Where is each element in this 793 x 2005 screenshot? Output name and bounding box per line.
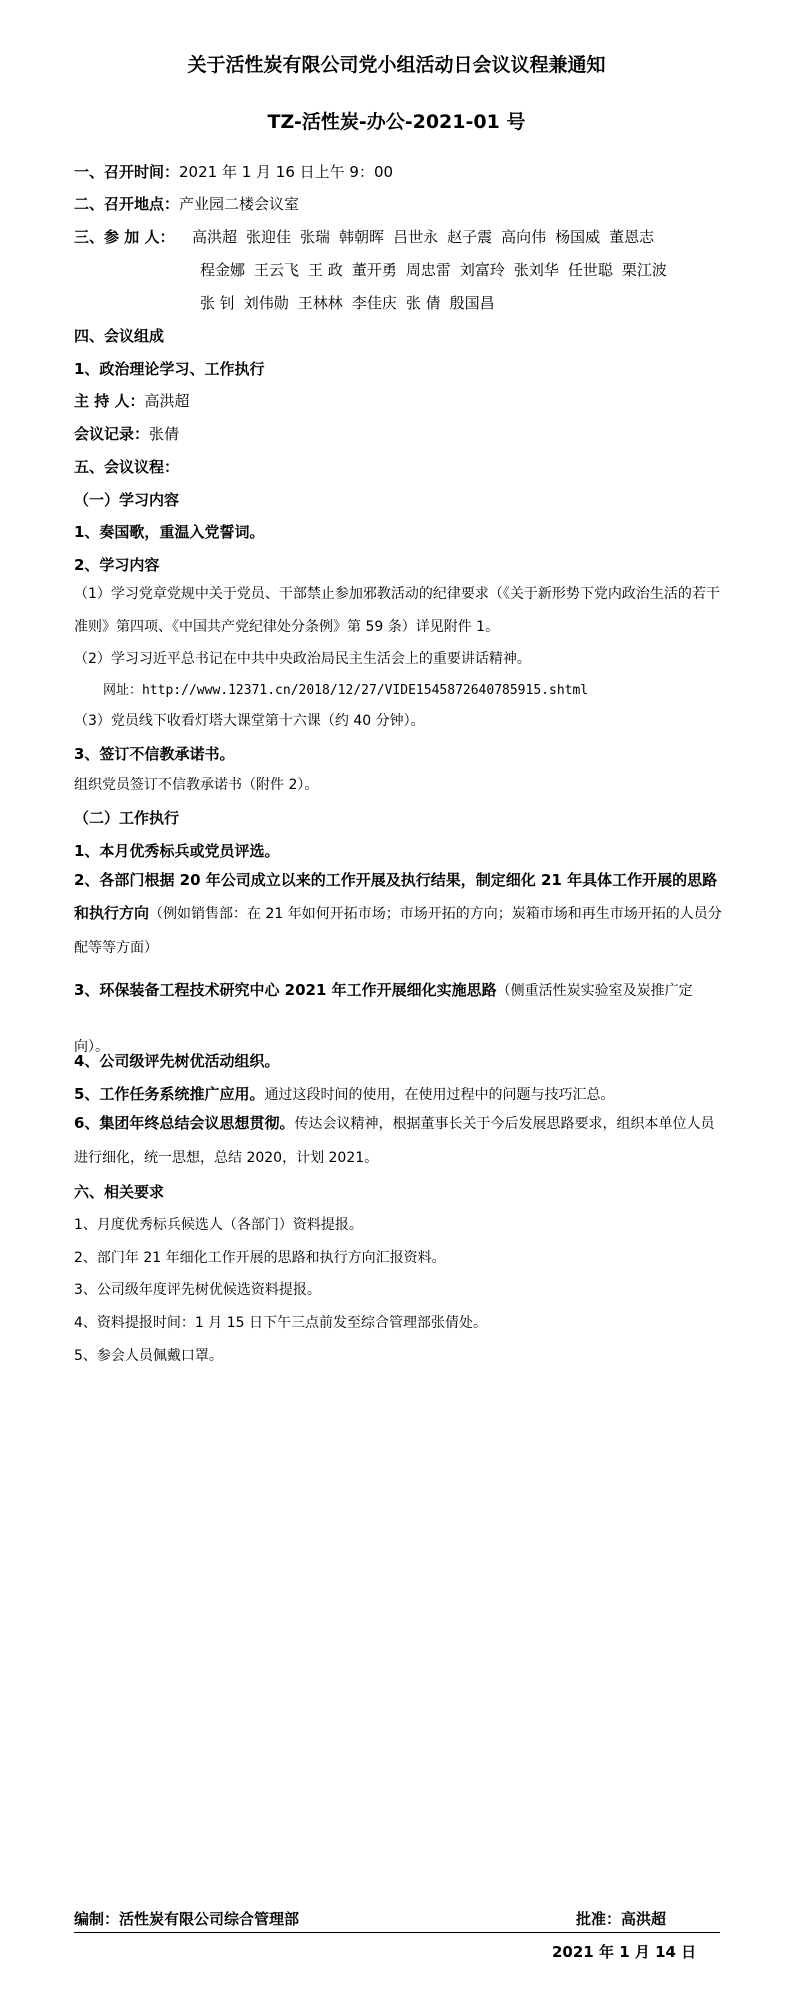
attendee-name: 周忠雷 (405, 261, 451, 279)
work-item-5-bold: 5、工作任务系统推广应用。 (74, 1085, 265, 1103)
requirement-4: 4、资料提报时间：1 月 15 日下午三点前发至综合管理部张倩处。 (74, 1315, 487, 1331)
attendees-line-2 (200, 260, 722, 280)
attendee-name: 李佳庆 (351, 294, 397, 312)
section-5-heading: 五、会议议程： (74, 458, 180, 476)
recorder-value: 张倩 (149, 425, 180, 443)
work-item-2 (74, 864, 722, 965)
study-item-1: 1、奏国歌，重温入党誓词。 (74, 523, 265, 541)
attendee-name: 张 钊 (200, 294, 235, 312)
work-item-4: 4、公司级评先树优活动组织。 (74, 1052, 280, 1070)
attendee-name: 韩朝晖 (339, 228, 385, 246)
study-paragraph-1: （1）学习党章党规中关于党员、干部禁止参加邪教活动的纪律要求（《关于新形势下党内政治生活的若干准则》第四项、《中国共产党纪律处分条例》第 59 条）详见附件 1。 (74, 586, 720, 635)
attendee-name: 栗江波 (621, 261, 667, 279)
attendee-name: 任世聪 (567, 261, 613, 279)
attendee-name: 王云飞 (254, 261, 300, 279)
work-item-3-bold: 3、环保装备工程技术研究中心 2021 年工作开展细化实施思路 (74, 981, 497, 999)
study-url: 网址：http://www.12371.cn/2018/12/27/VIDE1545872640785915.shtml (103, 683, 589, 698)
attendee-name: 刘富玲 (459, 261, 505, 279)
work-item-2-bold: 2、各部门根据 20 年公司成立以来的工作开展及执行结果，制定细化 21 年具体工作开展的思路和执行方向 (74, 871, 718, 922)
study-subheading: （一）学习内容 (74, 491, 180, 509)
work-item-6-text: 传达会议精神，根据董事长关于今后发展思路要求，组织本单位人员进行细化，统一思想，总结 2020，计划 2021。 (74, 1116, 715, 1166)
section-6-heading: 六、相关要求 (74, 1183, 165, 1201)
work-item-2-text: （例如销售部：在 21 年如何开拓市场；市场开拓的方向；炭箱市场和再生市场开拓的人员分配等等方面） (74, 906, 722, 956)
work-item-1: 1、本月优秀标兵或党员评选。 (74, 842, 280, 860)
attendee-name: 程金娜 (200, 261, 246, 279)
attendee-name: 张迎佳 (246, 228, 292, 246)
attendee-name: 王 政 (308, 261, 343, 279)
footer-divider (74, 1932, 720, 1933)
footer-editor: 编制：活性炭有限公司综合管理部 (74, 1910, 300, 1928)
attendee-name: 赵子震 (447, 228, 493, 246)
work-item-6 (74, 1107, 722, 1175)
study-paragraph-2: （2）学习习近平总书记在中共中央政治局民主生活会上的重要讲话精神。 (74, 651, 531, 667)
host-value: 高洪超 (144, 392, 190, 410)
work-item-3-text: （侧重活性炭实验室及炭推广定向）。 (74, 983, 693, 1055)
meeting-place-row (74, 194, 724, 214)
attendee-name: 殷国昌 (449, 294, 495, 312)
attendees-label: 三、参 加 人： (74, 228, 175, 246)
document-title: 关于活性炭有限公司党小组活动日会议议程兼通知 (187, 54, 606, 76)
attendees-line-1 (192, 227, 722, 247)
meeting-place-value: 产业园二楼会议室 (179, 195, 300, 213)
study-item-3: 3、签订不信教承诺书。 (74, 745, 235, 763)
host-row (74, 391, 724, 411)
footer-approver: 批准：高洪超 (576, 1910, 667, 1928)
attendee-name: 高向伟 (501, 228, 547, 246)
meeting-time-row (74, 162, 724, 182)
attendee-name: 高洪超 (192, 228, 238, 246)
attendee-name: 张刘华 (513, 261, 559, 279)
work-item-6-bold: 6、集团年终总结会议思想贯彻。 (74, 1114, 295, 1132)
work-item-5 (74, 1084, 724, 1105)
meeting-place-label: 二、召开地点： (74, 195, 180, 213)
work-subheading: （二）工作执行 (74, 809, 180, 827)
attendee-name: 张 倩 (405, 294, 441, 312)
requirement-3: 3、公司级年度评先树优候选资料提报。 (74, 1282, 321, 1298)
attendee-name: 吕世永 (393, 228, 439, 246)
attendee-name: 张瑞 (300, 228, 331, 246)
attendee-name: 董开勇 (351, 261, 397, 279)
requirement-2: 2、部门年 21 年细化工作开展的思路和执行方向汇报资料。 (74, 1250, 446, 1266)
meeting-time-label: 一、召开时间： (74, 163, 180, 181)
recorder-row (74, 424, 724, 444)
footer-date: 2021 年 1 月 14 日 (552, 1943, 697, 1961)
attendee-name: 董恩志 (609, 228, 655, 246)
attendee-name: 刘伟勋 (243, 294, 289, 312)
recorder-label: 会议记录： (74, 425, 150, 443)
study-paragraph-3: （3）党员线下收看灯塔大课堂第十六课（约 40 分钟）。 (74, 713, 425, 729)
host-label: 主 持 人： (74, 392, 145, 410)
attendee-name: 杨国威 (555, 228, 601, 246)
item-1-heading: 1、政治理论学习、工作执行 (74, 360, 265, 378)
attendees-line-3 (200, 293, 722, 313)
meeting-time-value: 2021 年 1 月 16 日上午 9：00 (179, 163, 394, 181)
attendee-name: 王林林 (297, 294, 343, 312)
work-item-5-text: 通过这段时间的使用，在使用过程中的问题与技巧汇总。 (264, 1087, 615, 1103)
requirement-5: 5、参会人员佩戴口罩。 (74, 1348, 223, 1364)
document-code: TZ-活性炭-办公-2021-01 号 (267, 111, 526, 133)
study-item-2: 2、学习内容 (74, 556, 160, 574)
requirement-1: 1、月度优秀标兵候选人（各部门）资料提报。 (74, 1217, 363, 1233)
section-4-heading: 四、会议组成 (74, 327, 165, 345)
study-item-3-text: 组织党员签订不信教承诺书（附件 2）。 (74, 777, 319, 793)
